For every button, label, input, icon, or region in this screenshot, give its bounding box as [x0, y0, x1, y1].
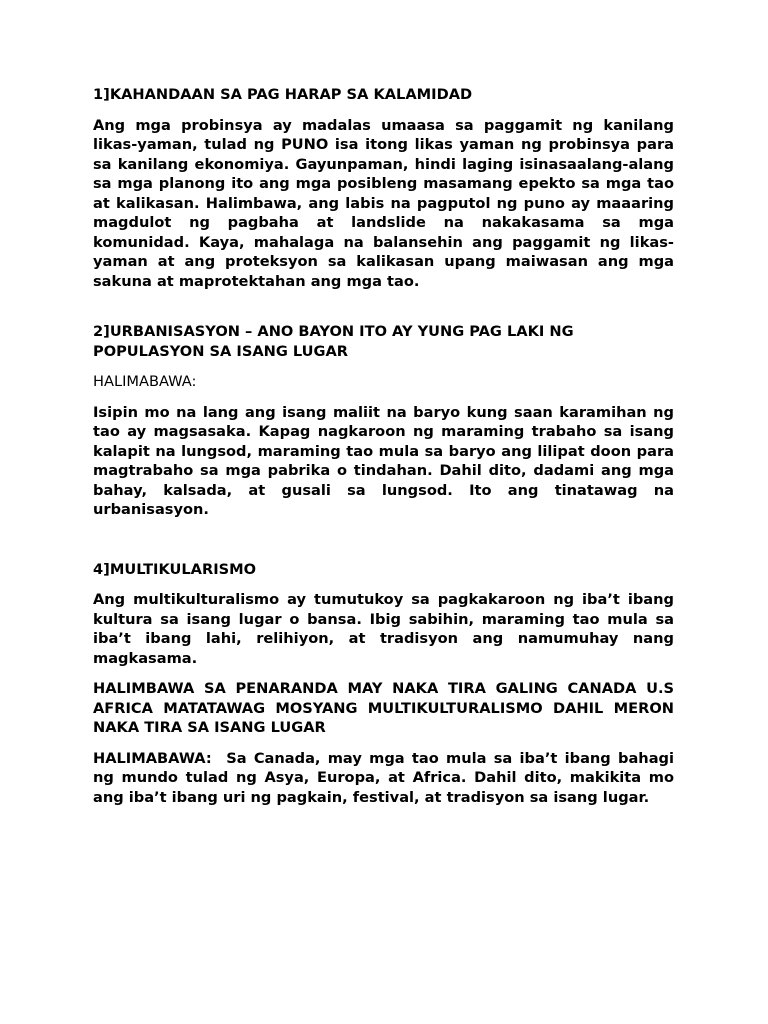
section-3-example-2: HALIMABAWA: Sa Canada, may mga tao mula sa iba’t ibang bahagi ng mundo tulad ng Asya, Europa, at Africa. Dahil dito, makikita mo ang iba’t ibang uri ng pagkain, festival, at tradisyon sa isang lugar.	[93, 749, 680, 806]
spacer	[93, 738, 674, 749]
spacer	[93, 668, 674, 679]
section-3-example: HALIMBAWA SA PENARANDA MAY NAKA TIRA GALING CANADA U.S AFRICA MATATAWAG MOSYANG MULTIKULTURALISMO DAHIL MERON NAKA TIRA SA ISANG LUGAR	[93, 680, 674, 736]
spacer	[93, 361, 674, 372]
spacer	[93, 105, 674, 116]
section-3-paragraph: Ang multikulturalismo ay tumutukoy sa pagkakaroon ng iba’t ibang kultura sa isang lugar o bansa. Ibig sabihin, maraming tao mula sa iba’t ibang lahi, relihiyon, at tradisyon ang namumuhay nang magkasama.	[93, 591, 674, 667]
section-3-heading: 4]MULTIKULARISMO	[93, 560, 257, 578]
spacer	[93, 579, 674, 590]
section-1-heading: 1]KAHANDAAN SA PAG HARAP SA KALAMIDAD	[93, 86, 473, 103]
spacer	[93, 291, 674, 322]
spacer	[93, 520, 674, 560]
spacer	[93, 392, 674, 403]
section-1-paragraph: Ang mga probinsya ay madalas umaasa sa paggamit ng kanilang likas-yaman, tulad ng PUNO isa itong likas yaman ng probinsya para sa kanilang ekonomiya. Gayunpaman, hindi laging isinasaalang-alang sa mga planong ito ang mga posibleng masamang epekto sa mga tao at kalikasan. Halimbawa, ang labis na pagputol ng puno ay maaaring magdulot ng pagbaha at landslide na nakakasama sa mga komunidad. Kaya, mahalaga na balansehin ang paggamit ng likas-yaman at ang proteksyon sa kalikasan upang maiwasan ang mga sakuna at maprotektahan ang mga tao.	[93, 116, 674, 290]
document-page	[93, 85, 680, 807]
section-2-heading: 2]URBANISASYON – ANO BAYON ITO AY YUNG PAG LAKI NG POPULASYON SA ISANG LUGAR	[93, 323, 574, 360]
section-2-paragraph: Isipin mo na lang ang isang maliit na baryo kung saan karamihan ng tao ay magsasaka. Kapag nagkaroon ng maraming trabaho sa isang kalapit na lungsod, maraming tao mula sa baryo ang lilipat doon para magtrabaho sa mga pabrika o tindahan. Dahil dito, dadami ang mga bahay, kalsada, at gusali sa lungsod. Ito ang tinatawag na urbanisasyon.	[93, 403, 674, 518]
section-2-label: HALIMABAWA:	[93, 373, 197, 390]
